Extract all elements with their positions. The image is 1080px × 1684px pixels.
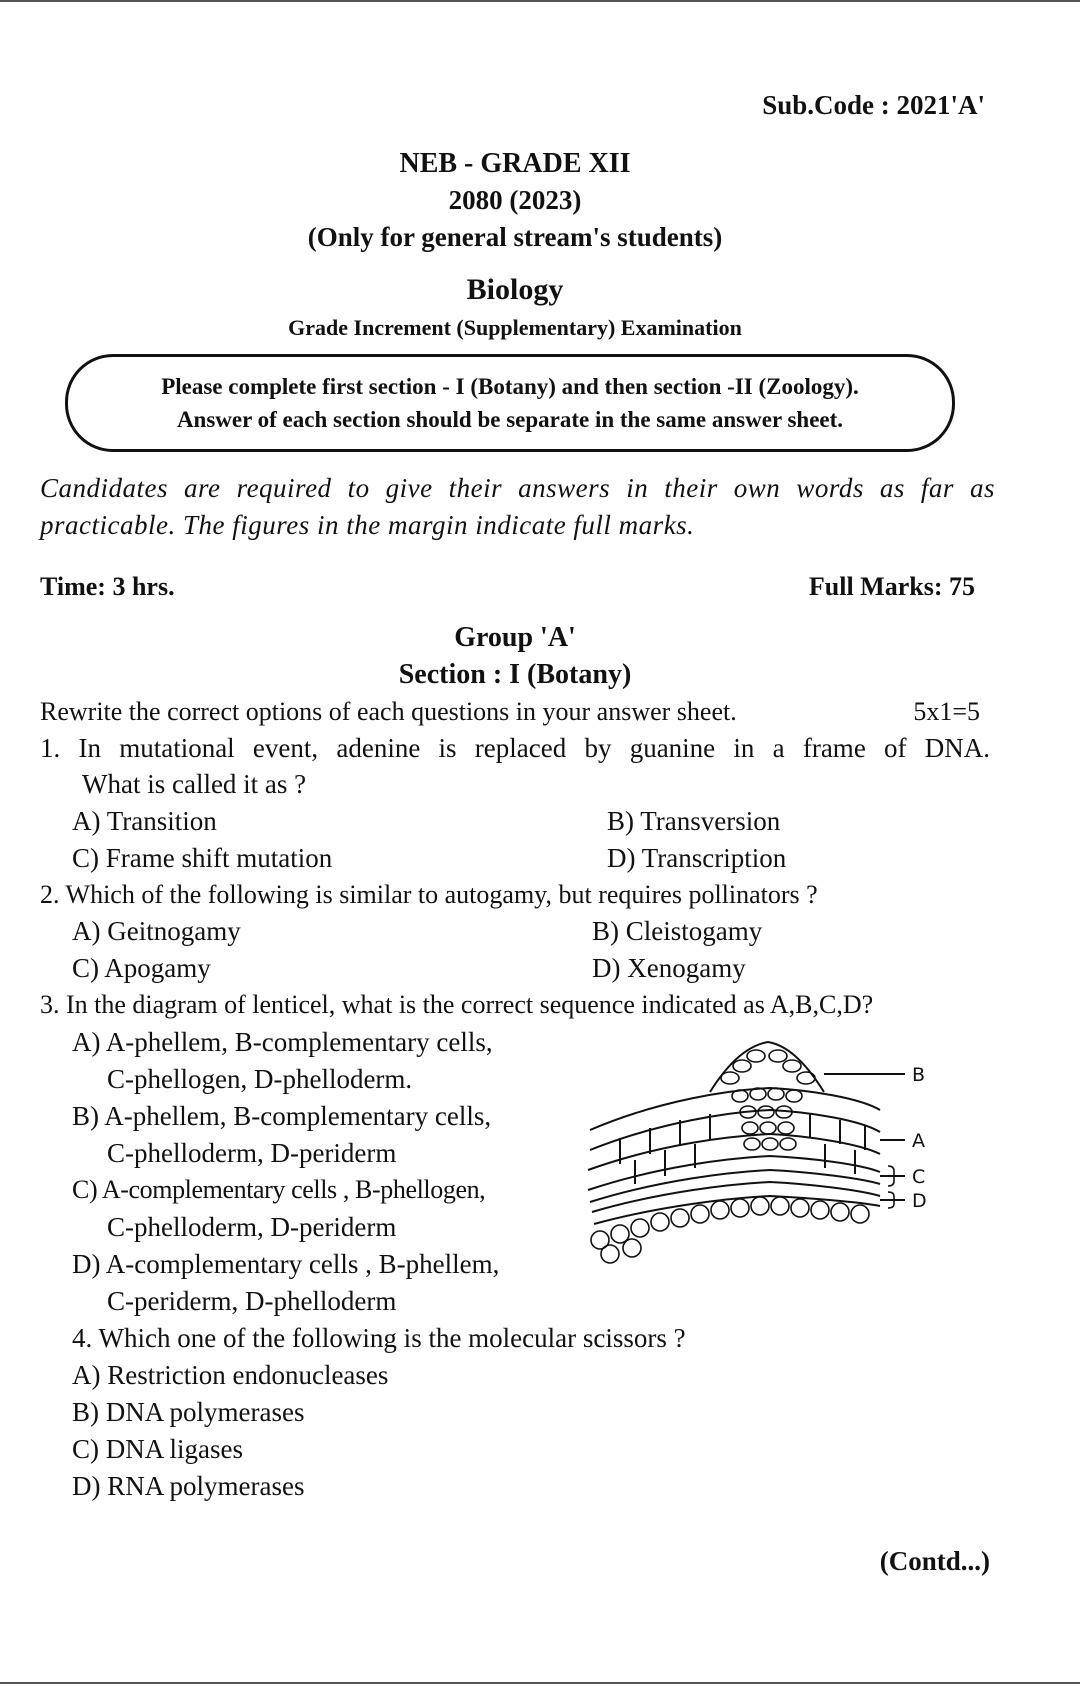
page-top-edge <box>0 0 1080 2</box>
lenticel-label-d: D <box>912 1190 927 1212</box>
question-4-option-d: D) RNA polymerases <box>72 1471 305 1501</box>
continued-note: (Contd...) <box>879 1546 990 1576</box>
lenticel-label-a: A <box>912 1130 925 1152</box>
exam-type: Grade Increment (Supplementary) Examination <box>288 315 742 340</box>
question-3-option-a-cont: C-phellogen, D-phelloderm. <box>107 1064 413 1094</box>
notice-box <box>65 354 955 452</box>
question-1-option-c: C) Frame shift mutation <box>72 843 333 873</box>
question-3-option-a: A) A-phellem, B-complementary cells, <box>72 1027 493 1057</box>
subject-code: Sub.Code : 2021'A' <box>762 90 985 120</box>
exam-year: 2080 (2023) <box>448 185 582 215</box>
question-2-option-c: C) Apogamy <box>72 953 211 983</box>
question-3-option-b: B) A-phellem, B-complementary cells, <box>72 1101 492 1131</box>
question-1-option-b: B) Transversion <box>607 806 781 836</box>
notice-line-1: Please complete first section - I (Botany) and then section -II (Zoology). <box>161 374 859 399</box>
notice-line-2: Answer of each section should be separate in the same answer sheet. <box>176 407 844 432</box>
question-2-option-b: B) Cleistogamy <box>592 916 763 946</box>
lenticel-label-c: C <box>912 1166 926 1188</box>
subject-title: Biology <box>466 273 564 306</box>
lenticel-label-b: B <box>912 1064 926 1086</box>
question-3-option-c-cont: C-phelloderm, D-periderm <box>107 1212 397 1242</box>
question-4-option-b: B) DNA polymerases <box>72 1397 305 1427</box>
question-2-option-d: D) Xenogamy <box>592 953 746 983</box>
lenticel-diagram <box>580 1040 970 1270</box>
exam-name: NEB - GRADE XII <box>399 148 631 179</box>
question-2-option-a: A) Geitnogamy <box>72 916 241 946</box>
time-allowed: Time: 3 hrs. <box>40 572 175 601</box>
question-1-option-d: D) Transcription <box>607 843 787 873</box>
question-3-option-c: C) A-complementary cells , B-phellogen, <box>72 1175 486 1204</box>
full-marks: Full Marks: 75 <box>808 572 975 601</box>
group-heading: Group 'A' <box>454 622 576 653</box>
section-directive: Rewrite the correct options of each questions in your answer sheet. <box>40 697 737 726</box>
section-heading: Section : I (Botany) <box>398 659 632 690</box>
question-3-option-d: D) A-complementary cells , B-phellem, <box>72 1249 500 1279</box>
stream-note: (Only for general stream's students) <box>307 222 723 252</box>
question-4-text: 4. Which one of the following is the molecular scissors ? <box>72 1323 686 1353</box>
question-3-option-d-cont: C-periderm, D-phelloderm <box>107 1286 397 1316</box>
section-marks: 5x1=5 <box>913 697 980 726</box>
candidate-instructions: Candidates are required to give their answers in their own words as far as practicable. The figures in the margin indicate full marks. <box>40 473 995 540</box>
question-3-option-b-cont: C-phelloderm, D-periderm <box>107 1138 397 1168</box>
question-4-option-a: A) Restriction endonucleases <box>72 1360 389 1390</box>
question-2-text: 2. Which of the following is similar to autogamy, but requires pollinators ? <box>40 880 818 909</box>
question-1-text: 1. In mutational event, adenine is replaced by guanine in a frame of DNA. <box>40 733 990 763</box>
question-1-option-a: A) Transition <box>72 806 217 836</box>
question-3-text: 3. In the diagram of lenticel, what is the correct sequence indicated as A,B,C,D? <box>40 990 874 1019</box>
question-1-text-cont: What is called it as ? <box>82 769 307 799</box>
question-4-option-c: C) DNA ligases <box>72 1434 243 1464</box>
